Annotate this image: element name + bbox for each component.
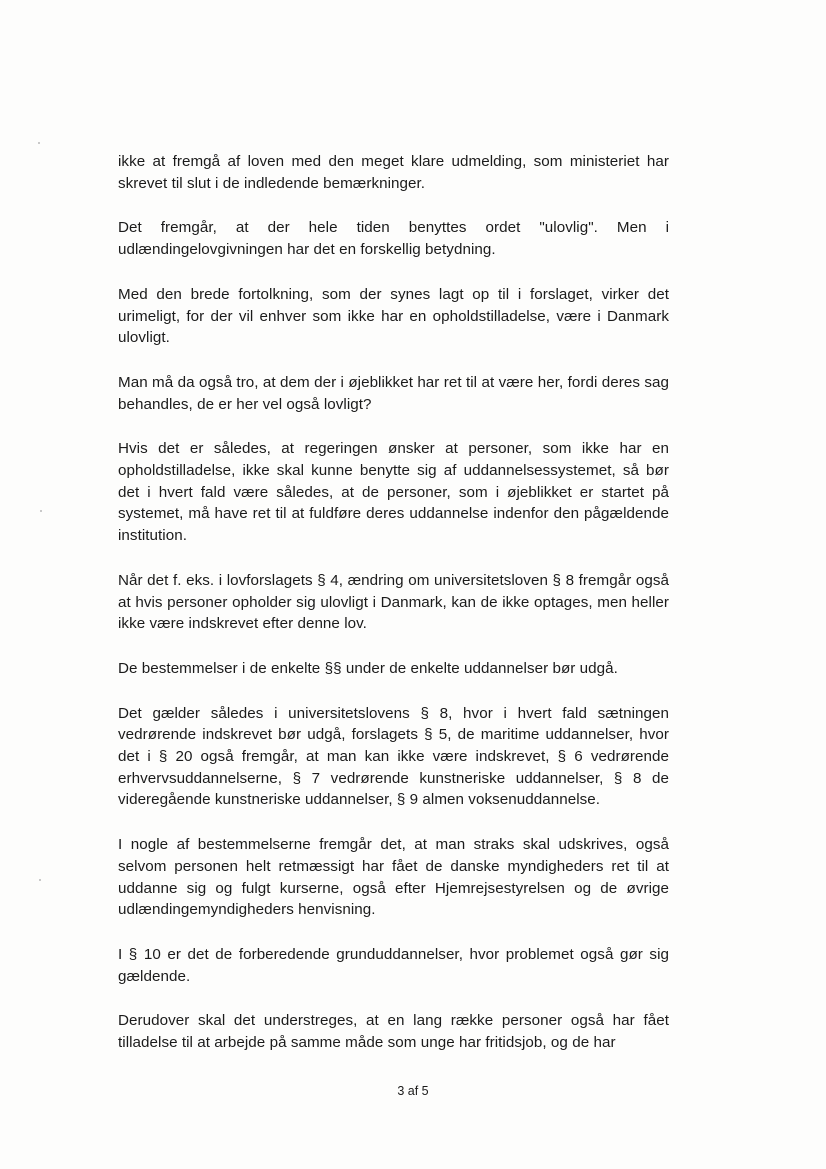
scan-speck — [40, 510, 42, 512]
paragraph-7: De bestemmelser i de enkelte §§ under de enkelte uddannelser bør udgå. — [118, 659, 618, 677]
scan-speck — [39, 879, 41, 881]
paragraph-8: Det gælder således i universitetslovens § 8, hvor i hvert fald sætningen vedrørende indskrevet bør udgå, forslagets § 5, de maritime uddannelser, hvor det i § 20 også fremgår, at man kan ikke være indskrevet, § 6 vedrørende erhvervsuddannelserne, § 7 vedrørende kunstneriske uddannelser, § 8 de videregående kunstneriske uddannelser, § 9 almen voksenuddannelse. — [118, 704, 669, 809]
paragraph-5: Hvis det er således, at regeringen ønsker at personer, som ikke har en opholdstilladelse, ikke skal kunne benytte sig af uddannelsessystemet, så bør det i hvert fald være således, at de personer, som i øjeblikket er startet på systemet, må have ret til at fuldføre deres uddannelse indenfor den pågældende institution. — [118, 440, 669, 545]
paragraph-10: I § 10 er det de forberedende grunduddannelser, hvor problemet også gør sig gældende. — [118, 945, 669, 985]
paragraph-4: Man må da også tro, at dem der i øjeblikket har ret til at være her, fordi deres sag behandles, de er her vel også lovligt? — [118, 373, 669, 413]
paragraph-2: Det fremgår, at der hele tiden benyttes ordet "ulovlig". Men i udlændingelovgivningen har det en forskellig betydning. — [118, 219, 669, 259]
paragraph-9: I nogle af bestemmelserne fremgår det, at man straks skal udskrives, også selvom personen helt retmæssigt har fået de danske myndigheders ret til at uddanne sig og fulgt kurserne, også efter Hjemrejsestyrelsen og de øvrige udlændingemyndigheders henvisning. — [118, 836, 669, 919]
paragraph-11: Derudover skal det understreges, at en lang række personer også har fået tilladelse til at arbejde på samme måde som unge har fritidsjob, og de har — [118, 1012, 669, 1052]
paragraph-6: Når det f. eks. i lovforslagets § 4, ændring om universitetsloven § 8 fremgår også at hvis personer opholder sig ulovligt i Danmark, kan de ikke optages, men heller ikke være indskrevet efter denne lov. — [118, 571, 669, 633]
scan-speck — [38, 142, 40, 144]
paragraph-1: ikke at fremgå af loven med den meget klare udmelding, som ministeriet har skrevet til slut i de indledende bemærkninger. — [118, 153, 669, 192]
document-body — [118, 151, 669, 1054]
paragraph-3: Med den brede fortolkning, som der synes lagt op til i forslaget, virker det urimeligt, for der vil enhver som ikke har en opholdstilladelse, være i Danmark ulovligt. — [118, 285, 669, 347]
page-number: 3 af 5 — [397, 1084, 429, 1098]
